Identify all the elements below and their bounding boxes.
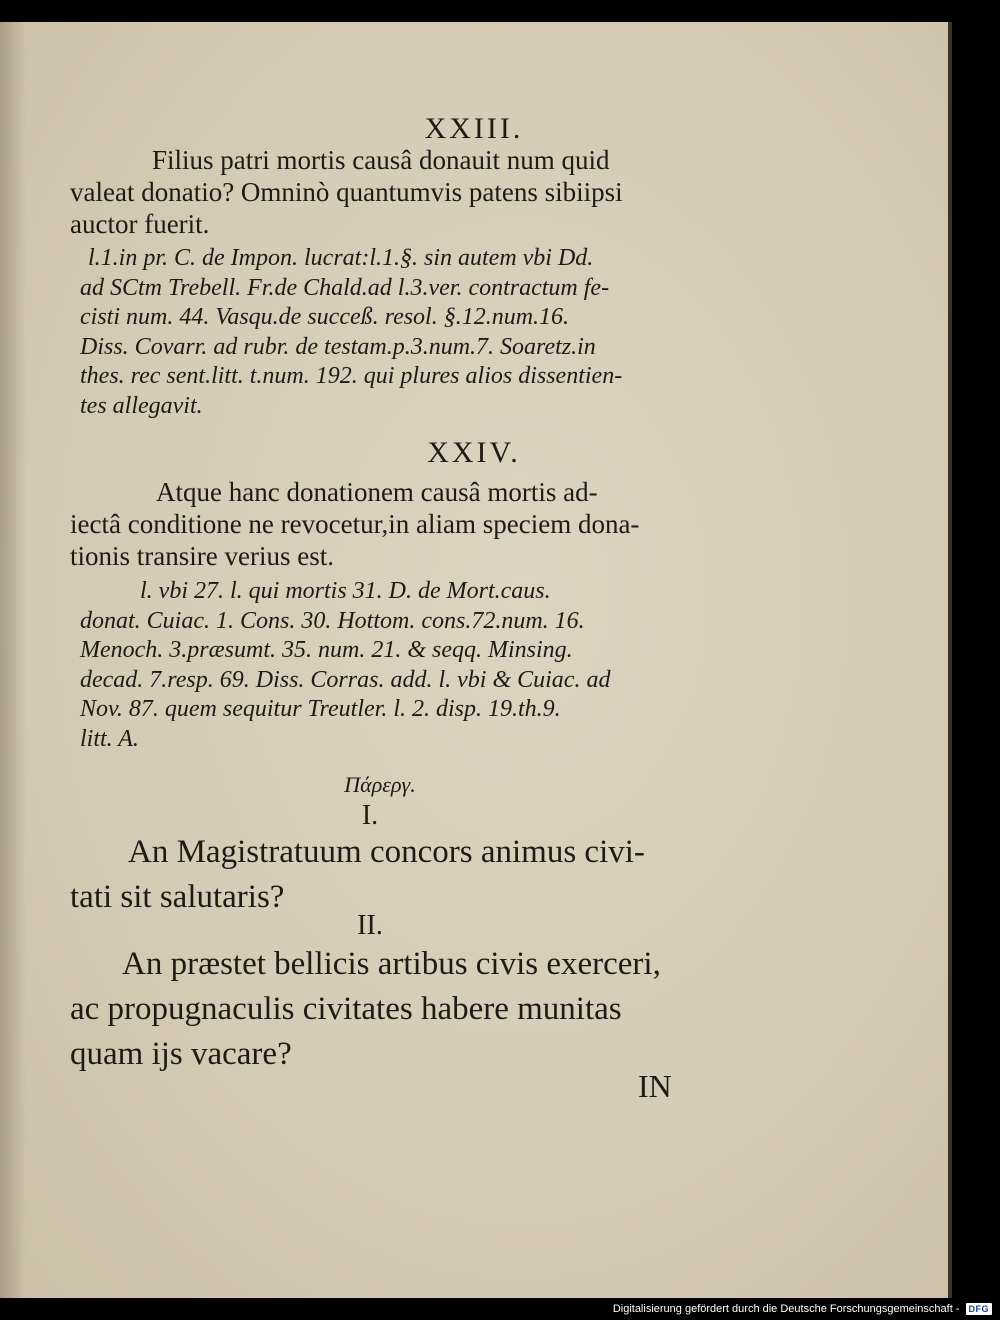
catchword: IN — [638, 1068, 672, 1104]
digitization-footer — [613, 1300, 992, 1318]
section-heading-24: XXIV. — [427, 436, 521, 469]
page-edge-shadow — [948, 22, 952, 1298]
body-line: valeat donatio? Omninò quantumvis patens sibiipsi — [70, 177, 623, 207]
citation-line: decad. 7.resp. 69. Diss. Corras. add. l. vbi & Cuiac. ad — [80, 666, 611, 693]
section-24-body — [70, 476, 690, 572]
citation-line: Nov. 87. quem sequitur Treutler. l. 2. disp. 19.th.9. — [80, 696, 561, 722]
parergon-numeral-1: I. — [361, 800, 379, 831]
citation-line: ad SCtm Trebell. Fr.de Chald.ad l.3.ver. contractum fe- — [80, 274, 610, 301]
parerga-title: Πάρεργ. — [344, 772, 416, 797]
citation-line: Menoch. 3.præsumt. 35. num. 21. & seqq. Minsing. — [80, 637, 573, 663]
body-line: iectâ conditione ne revocetur,in aliam speciem dona- — [70, 509, 640, 539]
parergon-line: An Magistratuum concors animus civi- — [128, 834, 645, 870]
scanned-page — [0, 22, 948, 1298]
body-line: Atque hanc donationem causâ mortis ad- — [156, 477, 598, 507]
parergon-line: tati sit salutaris? — [70, 879, 285, 915]
parergon-line: An præstet bellicis artibus civis exerceri, — [122, 946, 661, 982]
section-heading-23: XXIII. — [424, 112, 524, 145]
section-23-citation — [80, 244, 692, 421]
citation-line: donat. Cuiac. 1. Cons. 30. Hottom. cons.72.num. 16. — [80, 607, 585, 634]
citation-line: l.1.in pr. C. de Impon. lucrat:l.1.§. sin autem vbi Dd. — [88, 245, 594, 271]
parergon-line: quam ijs vacare? — [70, 1036, 292, 1072]
citation-line: cisti num. 44. Vasqu.de succeß. resol. §.12.num.16. — [80, 304, 570, 330]
footer-text: Digitalisierung gefördert durch die Deutsche Forschungsgemeinschaft - — [612, 1303, 960, 1315]
body-line: auctor fuerit. — [70, 209, 210, 239]
body-line: Filius patri mortis causâ donauit num quid — [152, 145, 610, 175]
citation-line: l. vbi 27. l. qui mortis 31. D. de Mort.caus. — [140, 578, 551, 604]
citation-line: tes allegavit. — [80, 392, 203, 419]
citation-line: litt. A. — [80, 725, 139, 752]
dfg-logo-icon: DFG — [966, 1303, 993, 1315]
parergon-line: ac propugnaculis civitates habere munitas — [70, 991, 622, 1027]
section-24-citation — [80, 577, 692, 754]
body-line: tionis transire verius est. — [70, 541, 334, 571]
parergon-1-text — [70, 830, 695, 920]
section-23-body — [70, 144, 690, 240]
citation-line: Diss. Covarr. ad rubr. de testam.p.3.num.7. Soaretz.in — [80, 333, 596, 360]
parergon-2-text — [70, 942, 695, 1077]
parergon-numeral-2: II. — [357, 910, 383, 941]
citation-line: thes. rec sent.litt. t.num. 192. qui plures alios dissentien- — [80, 363, 623, 389]
